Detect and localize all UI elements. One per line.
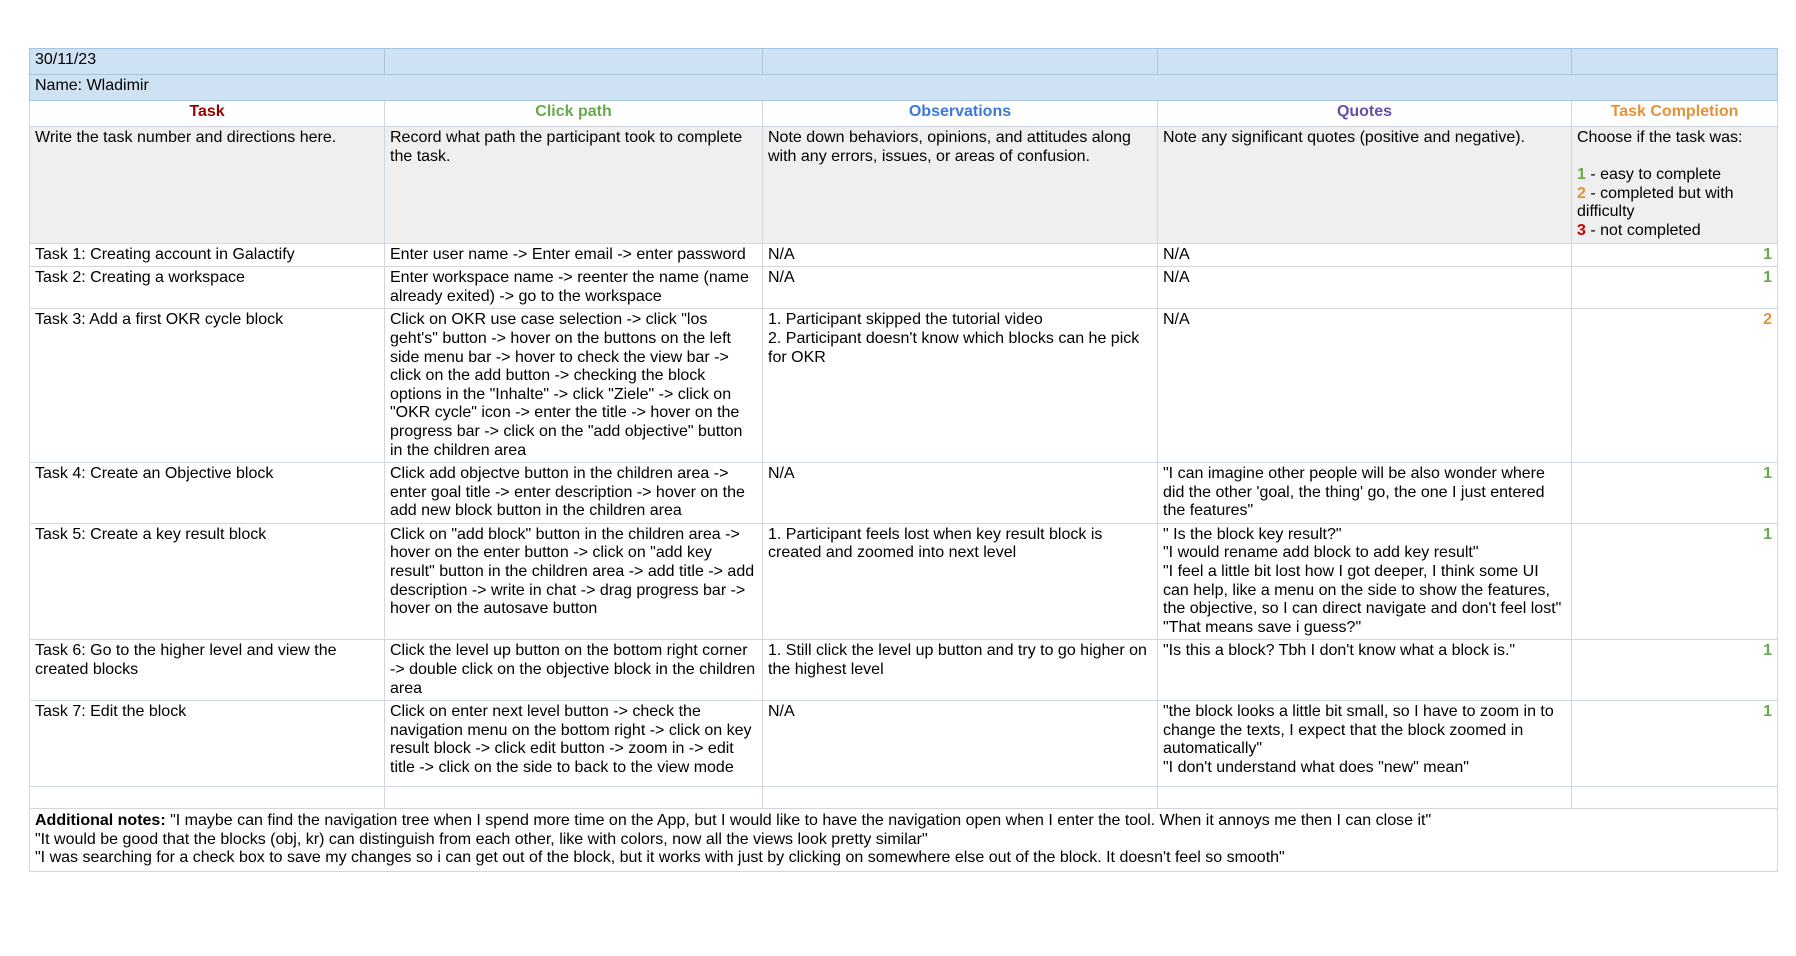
instruction-completion[interactable] <box>1572 127 1778 244</box>
quotes-cell[interactable]: N/A <box>1158 267 1572 309</box>
notes-line-2: "It would be good that the blocks (obj, kr) can distinguish from each other, like with colors, now all the views look pretty similar" <box>35 830 928 848</box>
task-cell[interactable]: Task 4: Create an Objective block <box>30 463 385 524</box>
quotes-cell[interactable]: N/A <box>1158 309 1572 463</box>
completion-cell[interactable]: 1 <box>1572 640 1778 701</box>
observations-cell[interactable]: 1. Participant feels lost when key result block is created and zoomed into next level <box>763 523 1158 640</box>
header-click-path[interactable]: Click path <box>385 101 763 127</box>
date-cell[interactable]: 30/11/23 <box>30 49 385 75</box>
legend-num-3: 3 <box>1577 221 1586 239</box>
quotes-cell[interactable]: "the block looks a little bit small, so I have to zoom in to change the texts, I expect that the block zoomed in automatically" "I don't understand what does "new" mean" <box>1158 701 1572 787</box>
click-path-cell[interactable]: Click the level up button on the bottom right corner -> double click on the objective block in the children area <box>385 640 763 701</box>
header-task[interactable]: Task <box>30 101 385 127</box>
notes-row <box>30 809 1778 872</box>
table-row <box>30 523 1778 640</box>
table-row <box>30 309 1778 463</box>
notes-line-1: "I maybe can find the navigation tree when I spend more time on the App, but I would like to have the navigation open when I enter the tool. When it annoys me then I can close it" <box>165 812 1432 830</box>
table-row <box>30 243 1778 267</box>
task-cell[interactable]: Task 7: Edit the block <box>30 701 385 787</box>
empty-cell[interactable] <box>1572 787 1778 809</box>
empty-cell[interactable] <box>1158 787 1572 809</box>
empty-cell[interactable] <box>763 787 1158 809</box>
completion-cell[interactable]: 1 <box>1572 243 1778 267</box>
click-path-cell[interactable]: Click on enter next level button -> check the navigation menu on the bottom right -> click on key result block -> click edit button -> zoom in -> edit title -> click on the side to back to the view mode <box>385 701 763 787</box>
quotes-cell[interactable]: N/A <box>1158 243 1572 267</box>
legend-text-3: - not completed <box>1585 221 1701 239</box>
completion-cell[interactable]: 1 <box>1572 267 1778 309</box>
legend-num-1: 1 <box>1577 166 1586 184</box>
click-path-cell[interactable]: Enter workspace name -> reenter the name (name already exited) -> go to the workspace <box>385 267 763 309</box>
completion-intro: Choose if the task was: <box>1577 129 1743 146</box>
quotes-cell[interactable]: "Is this a block? Tbh I don't know what a block is." <box>1158 640 1572 701</box>
empty-row <box>30 787 1778 809</box>
header-task-completion[interactable]: Task Completion <box>1572 101 1778 127</box>
empty-cell[interactable] <box>763 49 1158 75</box>
completion-cell[interactable]: 2 <box>1572 309 1778 463</box>
date-row <box>30 49 1778 75</box>
notes-line-3: "I was searching for a check box to save my changes so i can get out of the block, but it works with just by clicking on somewhere else out of the block. It doesn't feel so smooth" <box>35 849 1285 867</box>
instruction-task[interactable]: Write the task number and directions here. <box>30 127 385 244</box>
table-row <box>30 701 1778 787</box>
usability-test-sheet <box>29 48 1777 872</box>
observations-cell[interactable]: N/A <box>763 701 1158 787</box>
click-path-cell[interactable]: Click add objectve button in the children area -> enter goal title -> enter description -> hover on the add new block button in the children area <box>385 463 763 524</box>
observations-cell[interactable]: 1. Still click the level up button and try to go higher on the highest level <box>763 640 1158 701</box>
table-row <box>30 463 1778 524</box>
completion-cell[interactable]: 1 <box>1572 463 1778 524</box>
table-row <box>30 267 1778 309</box>
task-cell[interactable]: Task 2: Creating a workspace <box>30 267 385 309</box>
header-quotes[interactable]: Quotes <box>1158 101 1572 127</box>
name-row <box>30 75 1778 101</box>
instruction-click-path[interactable]: Record what path the participant took to complete the task. <box>385 127 763 244</box>
observations-cell[interactable]: N/A <box>763 267 1158 309</box>
task-table <box>29 48 1778 872</box>
header-row <box>30 101 1778 127</box>
legend-text-2: - completed but with difficulty <box>1577 184 1734 221</box>
observations-cell[interactable]: 1. Participant skipped the tutorial video 2. Participant doesn't know which blocks can he pick for OKR <box>763 309 1158 463</box>
task-cell[interactable]: Task 1: Creating account in Galactify <box>30 243 385 267</box>
header-observations[interactable]: Observations <box>763 101 1158 127</box>
empty-cell[interactable] <box>30 787 385 809</box>
instruction-observations[interactable]: Note down behaviors, opinions, and attitudes along with any errors, issues, or areas of confusion. <box>763 127 1158 244</box>
legend-text-1: - easy to complete <box>1585 166 1722 184</box>
empty-cell[interactable] <box>1572 49 1778 75</box>
quotes-cell[interactable]: " Is the block key result?" "I would rename add block to add key result" "I feel a little bit lost how I got deeper, I think some UI can help, like a menu on the side to show the features, the objective, so I can direct navigate and don't feel lost" "That means save i guess?" <box>1158 523 1572 640</box>
empty-cell[interactable] <box>385 787 763 809</box>
observations-cell[interactable]: N/A <box>763 463 1158 524</box>
quotes-cell[interactable]: "I can imagine other people will be also wonder where did the other 'goal, the thing' go, the one I just entered the features" <box>1158 463 1572 524</box>
completion-cell[interactable]: 1 <box>1572 701 1778 787</box>
observations-cell[interactable]: N/A <box>763 243 1158 267</box>
click-path-cell[interactable]: Click on "add block" button in the children area -> hover on the enter button -> click on "add key result" button in the children area -> add title -> add description -> write in chat -> drag progress bar -> hover on the autosave button <box>385 523 763 640</box>
table-row <box>30 640 1778 701</box>
task-cell[interactable]: Task 3: Add a first OKR cycle block <box>30 309 385 463</box>
instruction-quotes[interactable]: Note any significant quotes (positive and negative). <box>1158 127 1572 244</box>
notes-label: Additional notes: <box>35 812 166 830</box>
empty-cell[interactable] <box>1158 49 1572 75</box>
legend-num-2: 2 <box>1577 184 1586 202</box>
instruction-row <box>30 127 1778 244</box>
task-cell[interactable]: Task 5: Create a key result block <box>30 523 385 640</box>
click-path-cell[interactable]: Enter user name -> Enter email -> enter password <box>385 243 763 267</box>
additional-notes-cell[interactable] <box>30 809 1778 872</box>
click-path-cell[interactable]: Click on OKR use case selection -> click "los geht's" button -> hover on the buttons on the left side menu bar -> hover to check the view bar -> click on the add button -> checking the block options in the "Inhalte" -> click "Ziele" -> click on "OKR cycle" icon -> enter the title -> hover on the progress bar -> click on the "add objective" button in the children area <box>385 309 763 463</box>
empty-cell[interactable] <box>385 49 763 75</box>
completion-cell[interactable]: 1 <box>1572 523 1778 640</box>
task-cell[interactable]: Task 6: Go to the higher level and view the created blocks <box>30 640 385 701</box>
participant-name-cell[interactable]: Name: Wladimir <box>30 75 1778 101</box>
